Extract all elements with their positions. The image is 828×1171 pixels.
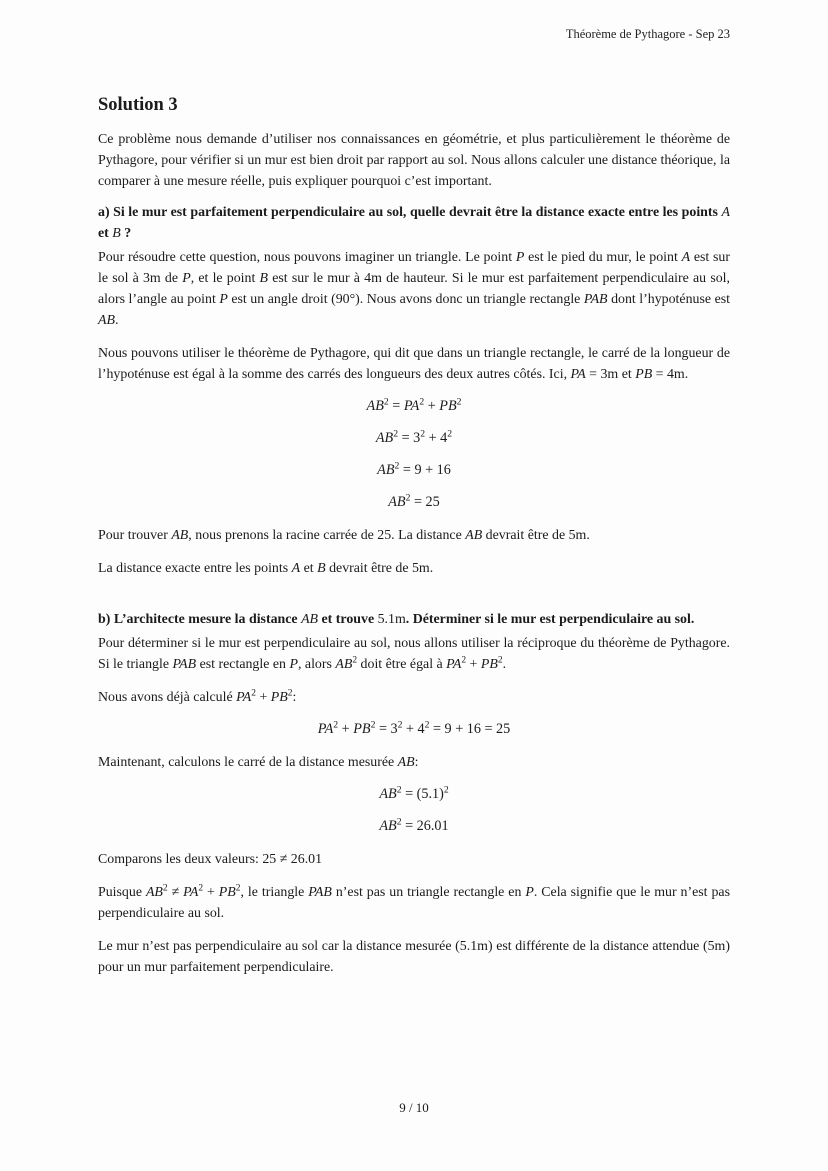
equation-sum-recall: $PA^2 + PB^2 = 3^2 + 4^2 = 9 + 16 = 25$ bbox=[317, 719, 511, 737]
part-b-conclusion: Le mur n’est pas perpendiculaire au sol car la distance mesurée (5.1m) est différente de la distance attendue (5m) pour un mur parfaitement perpendiculaire. bbox=[98, 939, 730, 975]
part-b-comparison: Comparons les deux valeurs: 25 ≠ 26.01 bbox=[98, 852, 323, 867]
part-b-heading: b) L’architecte mesure la distance AB et trouve 5.1m. Déterminer si le mur est perpendiculaire au sol. bbox=[98, 612, 695, 627]
equation-measured-square: $AB^2 = (5.1)^2$ bbox=[379, 784, 449, 802]
part-b-paragraph-3: Maintenant, calculons le carré de la distance mesurée AB: bbox=[98, 755, 419, 770]
part-a-paragraph-3: Pour trouver AB, nous prenons la racine carrée de 25. La distance AB devrait être de 5m. bbox=[98, 528, 590, 543]
equation-pythagore: $AB^2 = PA^2 + PB^2$ bbox=[366, 396, 462, 414]
header-title: Théorème de Pythagore - Sep 23 bbox=[565, 27, 730, 41]
part-a-paragraph-1: Pour résoudre cette question, nous pouvons imaginer un triangle. Le point P est le pied du mur, le point A est sur le sol à 3m de P, et le point B est sur le mur à 4m de hauteur. Si le mur est parfaitement perpendiculaire au sol, alors l’angle au point P est un angle droit (90°). Nous avons donc un triangle rectangle PAB dont l’hypoténuse est AB. bbox=[98, 250, 731, 328]
solution-title: Solution 3 bbox=[98, 95, 178, 115]
page-header bbox=[98, 27, 730, 42]
page-number: 9 / 10 bbox=[399, 1100, 429, 1115]
part-b-paragraph-4: Puisque $AB^2 \ne PA^2 + PB^2$, le triangle PAB n’est pas un triangle rectangle en P. Cela signifie que le mur n’est pas perpendiculaire au sol. bbox=[98, 883, 730, 921]
equation-result: $AB^2 = 25$ bbox=[388, 492, 440, 510]
part-a-section bbox=[98, 202, 730, 579]
part-b-paragraph-2: Nous avons déjà calculé $PA^2 + PB^2$: bbox=[98, 688, 297, 705]
equation-sum: $AB^2 = 9 + 16$ bbox=[377, 460, 451, 478]
equation-substitution: $AB^2 = 3^2 + 4^2$ bbox=[375, 428, 453, 446]
part-a-paragraph-2: Nous pouvons utiliser le théorème de Pythagore, qui dit que dans un triangle rectangle, le carré de la longueur de l’hypoténuse est égal à la somme des carrés des longueurs des deux autres côtés. Ici, PA = 3m et PB = 4m. bbox=[98, 346, 730, 382]
intro-paragraph: Ce problème nous demande d’utiliser nos connaissances en géométrie, et plus particulièrement le théorème de Pythagore, pour vérifier si un mur est bien droit par rapport au sol. Nous allons calculer une distance théorique, la comparer à une mesure réelle, puis expliquer pourquoi c’est important. bbox=[98, 132, 730, 189]
part-b-paragraph-1: Pour déterminer si le mur est perpendiculaire au sol, nous allons utiliser la réciproque du théorème de Pythagore. Si le triangle PAB est rectangle en P, alors $AB^2$ doit être égal à $PA^2 + PB^2$. bbox=[98, 636, 730, 672]
part-a-conclusion: La distance exacte entre les points A et B devrait être de 5m. bbox=[98, 561, 434, 576]
part-b-section bbox=[98, 609, 730, 978]
part-a-heading: a) Si le mur est parfaitement perpendiculaire au sol, quelle devrait être la distance exacte entre les points A et B ? bbox=[98, 205, 730, 241]
equation-measured-result: $AB^2 = 26.01$ bbox=[379, 816, 449, 834]
